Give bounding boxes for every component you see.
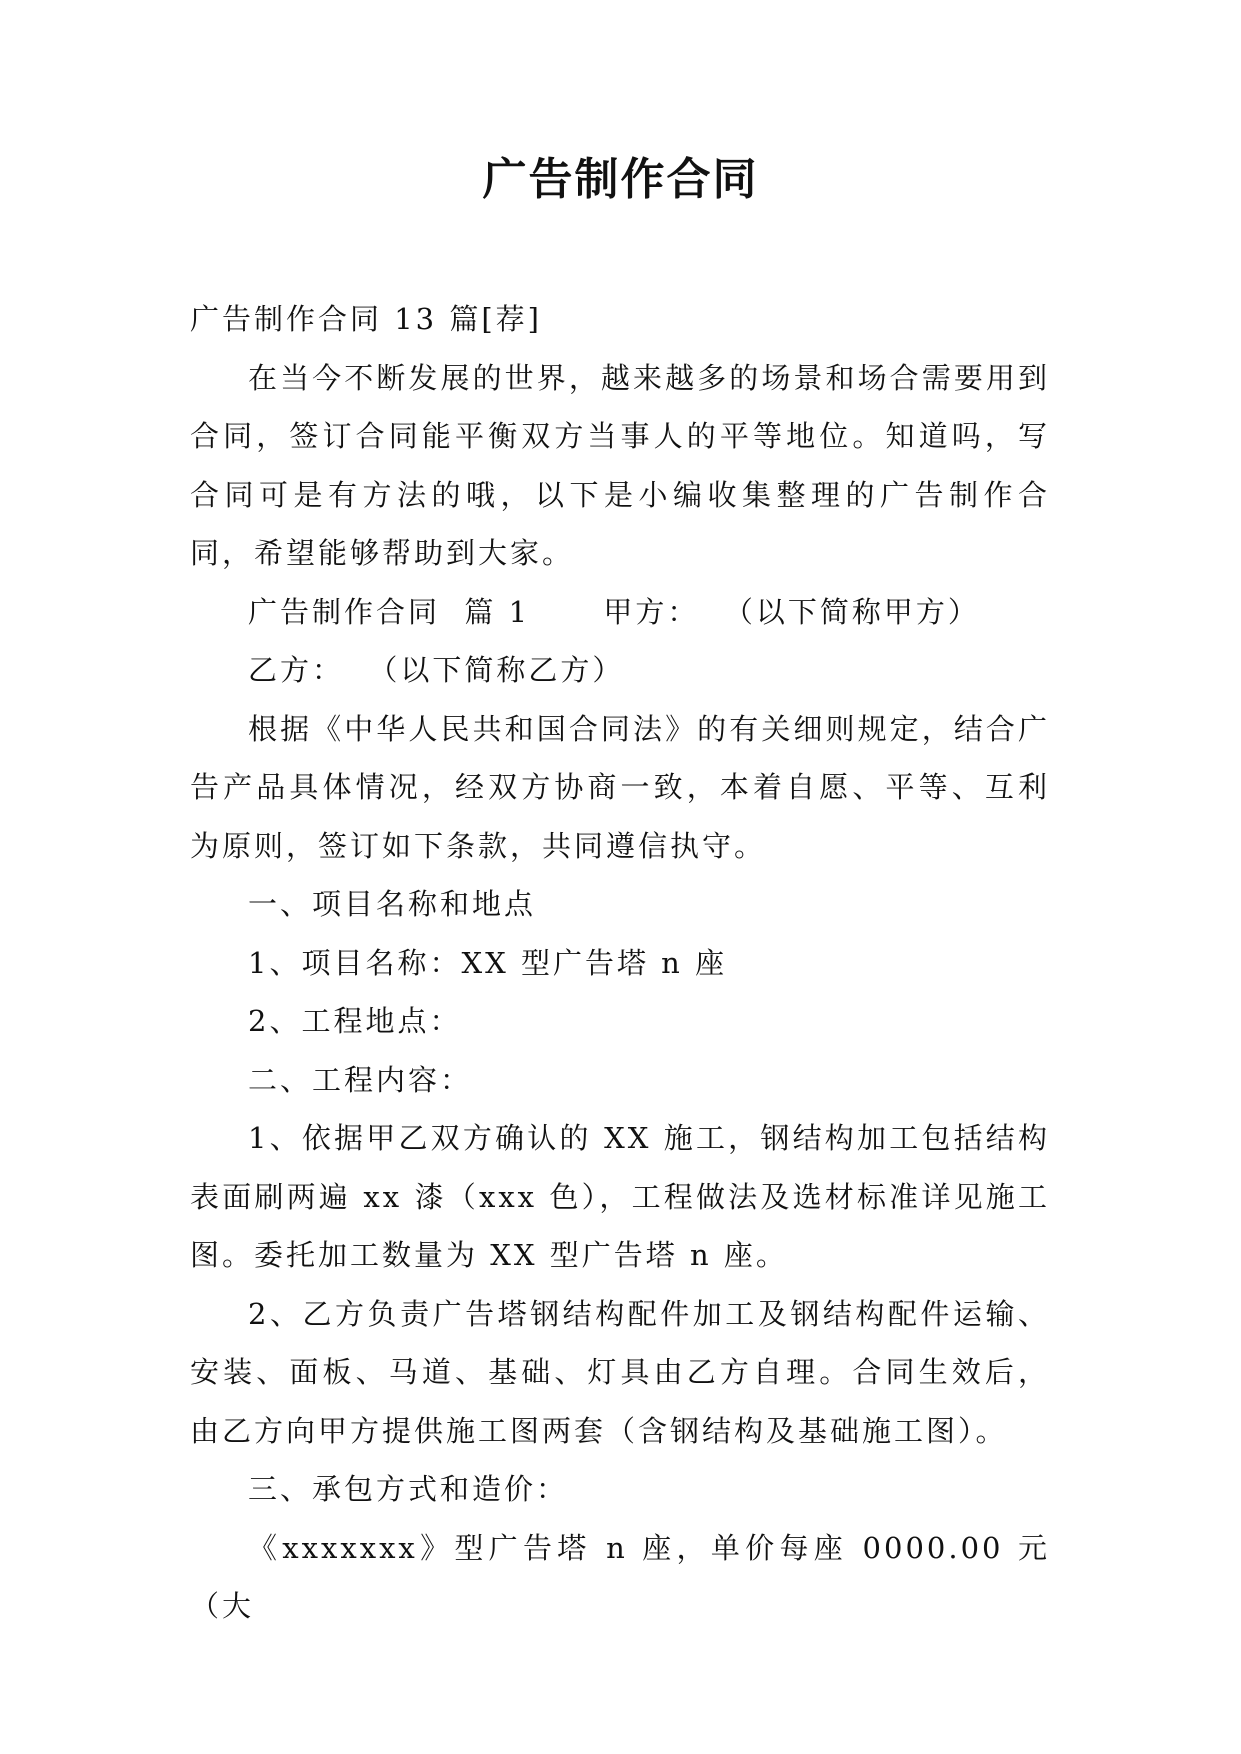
section-heading-2: 二、工程内容： xyxy=(248,1062,473,1097)
party-b-line: 乙方： （以下简称乙方） xyxy=(248,653,625,687)
clause-work-content-1: 1、依据甲乙双方确认的 XX 施工，钢结构加工包括结构表面刷两遍 xx 漆（xxx 色），工程做法及选材标准详见施工图。委托加工数量为 XX 型广告塔 n 座。 xyxy=(190,1121,1050,1272)
section-heading-1: 一、项目名称和地点 xyxy=(248,887,537,921)
preamble-paragraph: 根据《中华人民共和国合同法》的有关细则规定，结合广告产品具体情况，经双方协商一致，本着自愿、平等、互利为原则，签订如下条款，共同遵信执守。 xyxy=(190,711,1050,863)
section-heading-3: 三、承包方式和造价： xyxy=(248,1472,569,1506)
document-body xyxy=(190,290,1050,1636)
clause-work-content-2: 2、乙方负责广告塔钢结构配件加工及钢结构配件运输、安装、面板、马道、基础、灯具由乙方自理。合同生效后，由乙方向甲方提供施工图两套（含钢结构及基础施工图）。 xyxy=(190,1296,1050,1448)
clause-project-name: 1、项目名称：XX 型广告塔 n 座 xyxy=(248,945,728,980)
party-a-line: 广告制作合同 篇 1 甲方： （以下简称甲方） xyxy=(248,594,980,629)
intro-paragraph: 在当今不断发展的世界，越来越多的场景和场合需要用到合同，签订合同能平衡双方当事人的平等地位。知道吗，写合同可是有方法的哦，以下是小编收集整理的广告制作合同，希望能够帮助到大家。 xyxy=(190,360,1050,570)
document-title: 广告制作合同 xyxy=(482,154,759,205)
document-subtitle: 广告制作合同 13 篇[荐] xyxy=(190,302,542,336)
clause-project-location: 2、工程地点： xyxy=(248,1004,462,1038)
clause-pricing: 《xxxxxxx》型广告塔 n 座，单价每座 0000.00 元（大 xyxy=(190,1530,1050,1623)
